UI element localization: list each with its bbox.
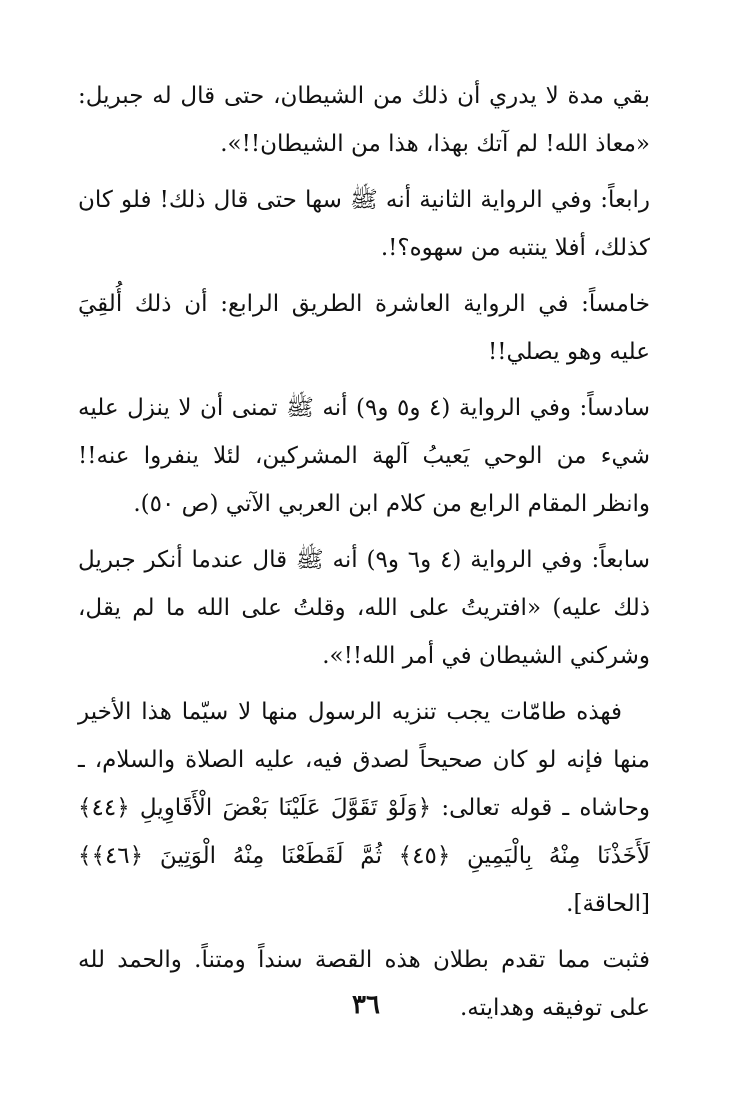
paragraph-7-conclusion: فثبت مما تقدم بطلان هذه القصة سنداً ومتناً. والحمد لله على توفيقه وهدايته. — [78, 947, 650, 1021]
paragraph-5-sabian: سابعاً: وفي الرواية (٤ و٦ و٩) أنه ﷺ قال عندما أنكر جبريل ذلك عليه) «افتريتُ على الله، وقلتُ على الله ما لم يقل، وشركني الشيطان في أمر الله!!». — [78, 547, 650, 669]
paragraph-6-quran-verse: فهذه طامّات يجب تنزيه الرسول منها لا سيّما هذا الأخير منها فإنه لو كان صحيحاً لصدق فيه، عليه الصلاة والسلام، ـ وحاشاه ـ قوله تعالى: ﴿وَلَوْ تَقَوَّلَ عَلَيْنَا بَعْضَ الْأَقَاوِيلِ ﴿٤٤﴾ لَأَخَذْنَا مِنْهُ بِالْيَمِينِ ﴿٤٥﴾ ثُمَّ لَقَطَعْنَا مِنْهُ الْوَتِينَ ﴿٤٦﴾﴾ [الحاقة]. — [78, 699, 650, 917]
body-text — [78, 72, 650, 1040]
paragraph-1: بقي مدة لا يدري أن ذلك من الشيطان، حتى قال له جبريل: «معاذ الله! لم آتك بهذا، هذا من الشيطان!!». — [78, 83, 650, 157]
paragraph-4-sadisan: سادساً: وفي الرواية (٤ و٥ و٩) أنه ﷺ تمنى أن لا ينزل عليه شيء من الوحي يَعيبُ آلهة المشركين، لئلا ينفروا عنه!! وانظر المقام الرابع من كلام ابن العربي الآتي (ص ٥٠). — [78, 395, 651, 517]
page-number: ٣٦ — [352, 990, 380, 1020]
paragraph-2-rabian: رابعاً: وفي الرواية الثانية أنه ﷺ سها حتى قال ذلك! فلو كان كذلك، أفلا ينتبه من سهوه؟!. — [78, 187, 650, 261]
paragraph-3-khamisan: خامساً: في الرواية العاشرة الطريق الرابع: أن ذلك أُلقِيَ عليه وهو يصلي!! — [78, 291, 650, 365]
